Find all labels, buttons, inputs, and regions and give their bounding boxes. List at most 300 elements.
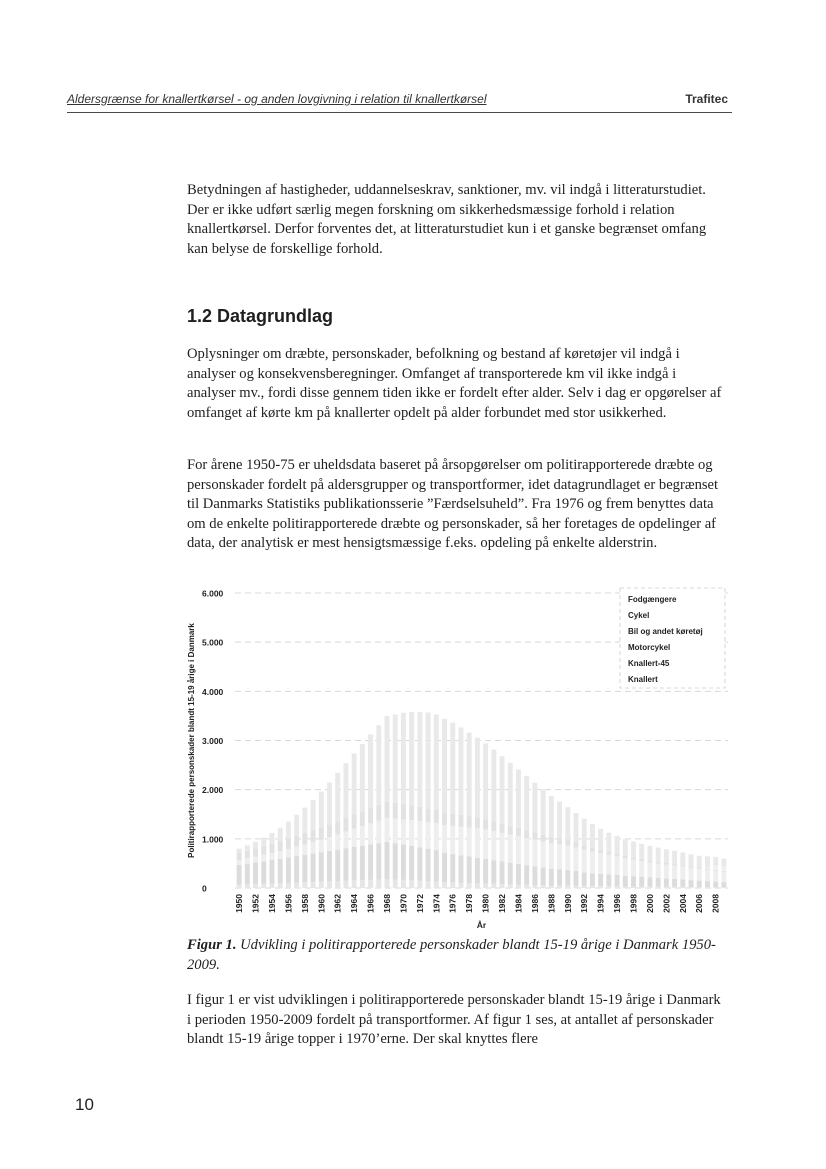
bar-segment [713,870,718,871]
bar-segment [508,835,513,863]
bar-segment [335,881,340,888]
bar-segment [360,744,365,811]
x-tick-label: 2002 [661,894,672,913]
bar-segment [278,851,283,858]
intro-paragraph: Betydningen af hastigheder, uddannelseskrav, sanktioner, mv. vil indgå i litteraturstudiet. Der er ikke udført særlig megen forskning om sikkerhedsmæssige forhold i relation knallertkørsel. Derfor forventes det, at litteraturstudiet kun i et ganske begrænset omfang kan belyse de forskellige forhold. [187,182,707,257]
bar-segment [615,836,620,854]
x-tick-label: 1964 [349,894,360,913]
x-tick-label: 1958 [299,894,310,913]
bar-segment [615,854,620,857]
bar-segment [278,828,283,842]
data-paragraph-1: Oplysninger om dræbte, personskader, befolkning og bestand af køretøjer vil indgå i analyser og konsekvensberegninger. Omfanget af transporterede km vil ikke indgå i analyser mv., fordi disse gennem tiden ikke er fordelt efter alder. Selv i dag er opgørelser af omfanget af kørte km på knallerter opdelt på alder forbundet med stor usikkerhed. [187,346,722,421]
bar-segment [467,828,472,857]
bar-segment [343,831,348,848]
bar-segment [261,838,266,846]
x-tick-label: 1978 [464,894,475,913]
bar-segment [524,885,529,888]
x-tick-label: 1950 [234,894,245,913]
bar-segment [656,864,661,878]
legend-entry: Knallert [628,675,658,684]
bar-segment [426,822,431,849]
bar-segment [483,819,488,829]
bar-segment [721,887,726,888]
bar-segment [606,855,611,875]
bar-segment [458,727,463,815]
bar-segment [376,821,381,844]
y-tick-label: 6.000 [202,588,224,599]
bar-segment [516,770,521,829]
bar-segment [689,854,694,866]
bar-segment [656,878,661,887]
bar-segment [368,844,373,879]
bar-segment [302,882,307,888]
bar-segment [434,810,439,823]
bar-segment [532,866,537,885]
bar-segment [393,880,398,888]
bar-segment [261,861,266,884]
bar-segment [319,840,324,852]
bar-segment [483,884,488,888]
bar-segment [541,835,546,842]
bar-segment [606,886,611,888]
bar-segment [368,823,373,844]
bar-segment [270,860,275,884]
bar-segment [376,880,381,888]
page-header [67,90,732,113]
bar-segment [343,818,348,832]
x-tick-label: 1960 [316,894,327,913]
y-tick-label: 0 [202,883,207,894]
bar-segment [689,887,694,888]
bar-segment [335,850,340,881]
bar-segment [458,883,463,888]
bar-segment [524,830,529,838]
bar-segment [311,800,316,830]
bar-segment [574,871,579,886]
legend-entry: Cykel [628,611,650,620]
bar-segment [434,850,439,881]
bar-segment [541,789,546,834]
bar-segment [245,850,250,858]
bar-segment [237,885,242,888]
bar-segment [574,886,579,888]
bar-segment [705,887,710,888]
bar-segment [582,845,587,849]
bar-segment [606,874,611,886]
bar-segment [368,808,373,823]
bar-segment [631,842,636,858]
bar-segment [623,839,628,856]
bar-segment [376,805,381,821]
bar-segment [590,824,595,848]
bar-segment [713,866,718,870]
x-tick-label: 2000 [644,894,655,913]
bar-segment [598,829,603,850]
bar-segment [697,856,702,868]
x-tick-label: 1986 [529,894,540,913]
bar-segment [270,833,275,844]
bar-segment [705,856,710,867]
bar-segment [302,833,307,844]
x-tick-label: 1968 [382,894,393,913]
bar-segment [270,844,275,853]
bar-segment [450,723,455,814]
bar-segment [623,887,628,888]
header-title: Aldersgrænse for knallertkørsel - og anden lovgivning i relation til knallertkørsel [67,92,487,106]
bar-segment [393,803,398,819]
bar-segment [434,714,439,809]
bar-segment [672,879,677,887]
bar-segment [590,852,595,874]
x-tick-label: 1992 [579,894,590,913]
bar-segment [327,837,332,851]
bar-segment [311,830,316,842]
x-tick-label: 2004 [677,894,688,913]
bar-segment [491,860,496,884]
bar-segment [286,822,291,839]
bar-segment [434,882,439,888]
bar-segment [467,816,472,827]
bar-segment [549,837,554,843]
bar-segment [409,820,414,846]
bar-segment [286,883,291,888]
bar-segment [475,828,480,858]
bar-segment [516,828,521,836]
bar-segment [565,807,570,840]
bar-segment [639,887,644,888]
legend-entry: Knallert-45 [628,659,670,668]
bar-segment [656,887,661,888]
bar-segment [713,882,718,887]
bar-segment [327,824,332,837]
bar-segment [352,814,357,828]
bar-segment [245,864,250,885]
bar-segment [417,807,422,821]
bar-segment [631,887,636,888]
bar-segment [376,725,381,805]
section-heading: 1.2 Datagrundlag [187,306,334,326]
bar-segment [385,716,390,802]
bar-segment [590,873,595,886]
bar-segment [409,805,414,820]
header-brand: Trafitec [685,92,728,106]
bar-segment [516,864,521,885]
bar-segment [697,869,702,881]
bar-segment [631,859,636,876]
bar-segment [664,878,669,886]
bar-segment [426,881,431,888]
bar-segment [302,844,307,854]
bar-segment [631,857,636,859]
bar-segment [647,862,652,877]
bar-segment [237,853,242,860]
x-tick-label: 1976 [447,894,458,913]
y-tick-label: 4.000 [202,686,224,697]
bar-segment [656,862,661,864]
bar-segment [549,796,554,837]
x-tick-label: 1982 [497,894,508,913]
bar-segment [417,821,422,847]
bar-segment [623,856,628,858]
bar-segment [368,880,373,888]
bar-segment [491,750,496,822]
bar-segment [327,881,332,888]
bar-segment [286,858,291,884]
bar-segment [335,821,340,834]
bar-segment [713,887,718,888]
bar-segment [311,842,316,853]
x-tick-label: 1984 [513,894,524,913]
bar-segment [245,884,250,888]
bar-segment [516,836,521,864]
bar-segment [565,886,570,888]
bar-segment [385,879,390,888]
bar-segment [237,849,242,853]
bar-segment [639,861,644,877]
x-tick-label: 1952 [250,894,261,913]
y-tick-label: 2.000 [202,785,224,796]
bar-segment [598,886,603,888]
bar-segment [450,854,455,883]
bar-segment [689,868,694,880]
bar-segment [615,875,620,886]
x-axis-title: År [476,920,487,930]
bar-segment [508,863,513,885]
bar-segment [450,814,455,826]
bar-segment [270,853,275,860]
bar-segment [253,884,258,888]
bar-segment [500,833,505,862]
bar-segment [639,859,644,861]
bar-segment [541,868,546,886]
figure-caption [187,936,727,975]
bar-segment [590,848,595,852]
bar-segment [483,829,488,859]
bar-segment [541,842,546,868]
bar-segment [450,826,455,854]
bar-segment [343,763,348,818]
figure-label: Figur 1. [187,937,237,953]
bar-segment [541,885,546,888]
bar-segment [458,815,463,827]
bar-segment [623,858,628,876]
bar-segment [549,869,554,886]
x-tick-label: 1998 [628,894,639,913]
bar-segment [639,877,644,887]
bar-segment [500,861,505,884]
x-tick-label: 1956 [283,894,294,913]
bar-segment [647,846,652,861]
bar-segment [565,870,570,886]
bar-segment [508,884,513,888]
bar-segment [500,884,505,888]
bar-segment [458,827,463,856]
bar-segment [360,811,365,826]
bar-segment [557,838,562,844]
legend-entry: Fodgængere [628,595,677,604]
bar-segment [278,859,283,884]
bar-segment [598,853,603,874]
x-tick-label: 1970 [398,894,409,913]
bar-segment [335,834,340,849]
bar-segment [360,826,365,846]
bar-segment [557,844,562,869]
x-tick-label: 1996 [612,894,623,913]
page-number: 10 [75,1095,94,1114]
bar-segment [426,808,431,822]
bar-segment [680,867,685,880]
bar-segment [401,880,406,888]
legend-entry: Motorcykel [628,643,671,652]
bar-segment [319,852,324,882]
bar-segment [500,824,505,833]
bar-segment [721,859,726,867]
y-tick-label: 1.000 [202,834,224,845]
bar-segment [672,851,677,864]
bar-segment [697,868,702,869]
bar-segment [500,756,505,823]
legend-entry: Bil og andet køretøj [628,627,703,636]
bar-segment [680,852,685,865]
bar-segment [565,845,570,870]
bar-segment [549,843,554,869]
bar-segment [352,880,357,888]
bar-segment [286,849,291,857]
discussion-paragraph: I figur 1 er vist udviklingen i politirapporterede personskader blandt 15-19 årige i Danmark i perioden 1950-2009 fordelt på transportformer. Af figur 1 ses, at antallet af personskader blandt 15-19 årige topper i 1970’erne. Der skal knyttes flere [187,992,721,1047]
bar-segment [368,734,373,808]
bar-segment [631,876,636,886]
bar-segment [327,851,332,881]
bar-segment [532,840,537,867]
bar-segment [672,864,677,866]
bar-segment [302,808,307,834]
bar-segment [598,850,603,853]
bar-segment [697,887,702,888]
bar-segment [491,831,496,860]
bar-segment [467,857,472,884]
bar-segment [360,880,365,888]
bar-segment [237,865,242,885]
bar-segment [713,871,718,882]
x-tick-label: 2006 [694,894,705,913]
bar-segment [245,858,250,863]
bar-segment [508,763,513,826]
bar-segment [615,856,620,875]
bar-segment [549,886,554,888]
bar-segment [442,853,447,883]
bar-segment [483,859,488,884]
bar-segment [721,872,726,882]
bar-segment [475,883,480,888]
bar-segment [467,883,472,888]
bar-segment [458,855,463,883]
bar-segment [409,846,414,880]
bar-segment [417,847,422,880]
bar-segment [557,801,562,838]
bar-segment [664,849,669,863]
bar-segment [401,713,406,804]
bar-segment [253,857,258,863]
bar-segment [532,783,537,833]
bar-segment [508,826,513,835]
bar-segment [393,843,398,879]
bar-segment [475,817,480,828]
y-tick-label: 5.000 [202,637,224,648]
bar-segment [261,846,266,855]
bar-segment [286,839,291,849]
bar-segment [615,886,620,888]
x-tick-label: 1954 [266,894,277,913]
bar-segment [417,712,422,807]
x-tick-label: 1974 [431,894,442,913]
bar-segment [401,819,406,844]
bar-segment [664,865,669,879]
bar-segment [311,882,316,888]
bar-segment [705,881,710,887]
bar-segment [261,855,266,861]
x-tick-label: 1966 [365,894,376,913]
x-tick-label: 1990 [562,894,573,913]
bar-segment [557,886,562,888]
bar-segment [409,880,414,888]
bar-segment [574,813,579,843]
bar-segment [294,856,299,883]
bar-segment [582,850,587,873]
bar-segment [311,854,316,883]
bar-segment [319,792,324,828]
bar-segment [623,876,628,887]
bar-segment [352,847,357,880]
bar-segment [434,823,439,850]
bar-segment [721,866,726,870]
bar-segment [606,852,611,855]
bar-segment [656,848,661,862]
bar-segment [385,842,390,879]
bar-segment [582,886,587,888]
bar-segment [294,883,299,888]
bar-segment [557,869,562,885]
bar-segment [442,812,447,825]
bar-segment [697,881,702,887]
bar-segment [606,833,611,852]
bar-segment [393,819,398,844]
bar-segment [294,836,299,847]
bar-segment [680,887,685,888]
bar-segment [261,884,266,888]
bar-segment [590,886,595,888]
bar-segment [713,857,718,866]
bar-segment [721,871,726,872]
bar-segment [245,845,250,850]
bar-segment [360,846,365,880]
bar-segment [401,804,406,819]
bar-segment [524,838,529,865]
bar-segment [582,819,587,846]
bar-segment [524,776,529,830]
bar-segment [705,869,710,870]
x-tick-label: 1994 [595,894,606,913]
x-tick-label: 1962 [332,894,343,913]
bar-segment [647,877,652,886]
bar-segment [352,829,357,847]
bar-segment [319,828,324,840]
bar-segment [680,865,685,866]
bar-segment [376,843,381,879]
bar-segment [442,825,447,853]
data-paragraph-2: For årene 1950-75 er uheldsdata baseret på årsopgørelser om politirapporterede dræbte og personskader fordelt på aldersgrupper og transportformer, idet datagrundlaget er begrænset til Danmarks Statistiks publikationsserie ”Færdselsuheld”. Fra 1976 og frem benyttes data om de enkelte politirapporterede dræbte og personskader, så her foretages de opdelinger af data, der analytisk er mest hensigtsmæssige f.eks. opdeling på enkelte alderstrin. [187,457,719,551]
bar-segment [352,754,357,815]
bar-segment [582,872,587,886]
